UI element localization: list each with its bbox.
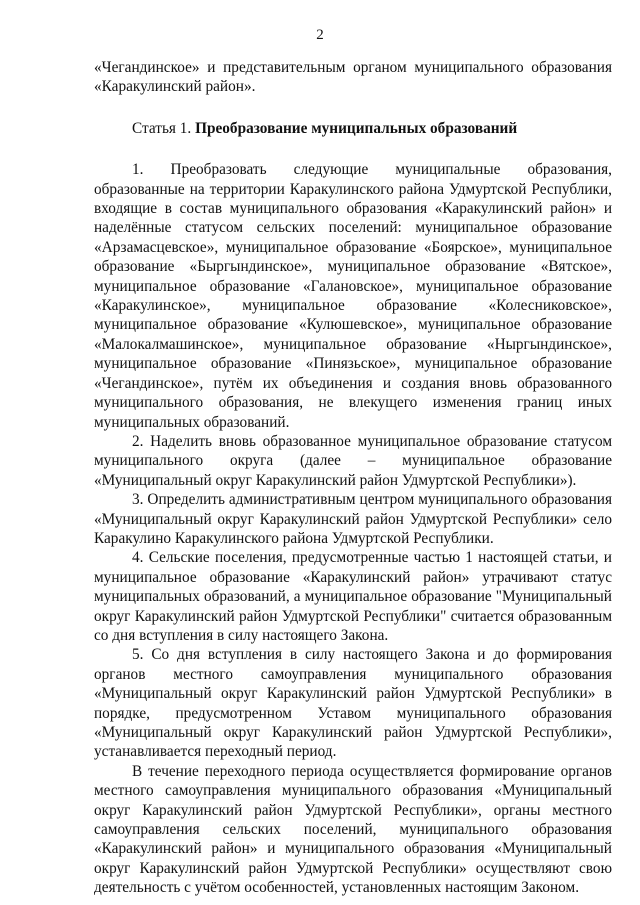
paragraph-6: В течение переходного периода осуществляется формирование органов местного самоуправления муниципального образования «Муниципальный округ Каракулинский район Удмуртской Республики», органы местного самоуправления сельских поселений, муниципального образования «Каракулинский район» и муниципального образования «Муниципальный округ Каракулинский район Удмуртской Республики» осуществляют свою деятельность с учётом особенностей, установленных настоящим Законом. <box>94 762 612 897</box>
intro-paragraph: «Чегандинское» и представительным органом муниципального образования «Каракулинский район». <box>94 59 612 96</box>
document-body <box>94 58 612 898</box>
page-number: 2 <box>316 27 324 43</box>
paragraph-2: 2. Наделить вновь образованное муниципальное образование статусом муниципального округа (далее – муниципальное образование «Муниципальный округ Каракулинский район Удмуртской Республики»). <box>94 432 612 489</box>
article-label: Статья 1. <box>132 119 192 137</box>
article-title: Преобразование муниципальных образований <box>195 119 518 137</box>
article-heading <box>94 119 612 138</box>
paragraph-4: 4. Сельские поселения, предусмотренные частью 1 настоящей статьи, и муниципальное образование «Каракулинский район» утрачивают статус муниципальных образований, а муниципальное образование "Муниципальный округ Каракулинский район Удмуртской Республики" считается образованным со дня вступления в силу настоящего Закона. <box>94 549 612 644</box>
paragraph-3: 3. Определить административным центром муниципального образования «Муниципальный округ Каракулинский район Удмуртской Республики» село Каракулино Каракулинского района Удмуртской Республики. <box>94 491 612 547</box>
paragraph-5: 5. Со дня вступления в силу настоящего Закона и до формирования органов местного самоуправления муниципального образования «Муниципальный округ Каракулинский район Удмуртской Республики» в порядке, предусмотренном Уставом муниципального образования «Муниципальный округ Каракулинский район Удмуртской Республики», устанавливается переходный период. <box>94 646 612 761</box>
paragraph-1: 1. Преобразовать следующие муниципальные образования, образованные на территории Каракулинского района Удмуртской Республики, входящие в состав муниципального образования «Каракулинский район» и наделённые статусом сельских поселений: муниципальное образование «Арзамасцевское», муниципальное образование «Боярское», муниципальное образование «Быргындинское», муниципальное образование «Вятское», муниципальное образование «Галановское», муниципальное образование «Каракулинское», муниципальное образование «Колесниковское», муниципальное образование «Кулюшевское», муниципальное образование «Малокалмашинское», муниципальное образование «Ныргындинское», муниципальное образование «Пинязьское», муниципальное образование «Чегандинское», путём их объединения и создания вновь образованного муниципального образования, не влекущего изменения границ иных муниципальных образований. <box>94 161 612 431</box>
